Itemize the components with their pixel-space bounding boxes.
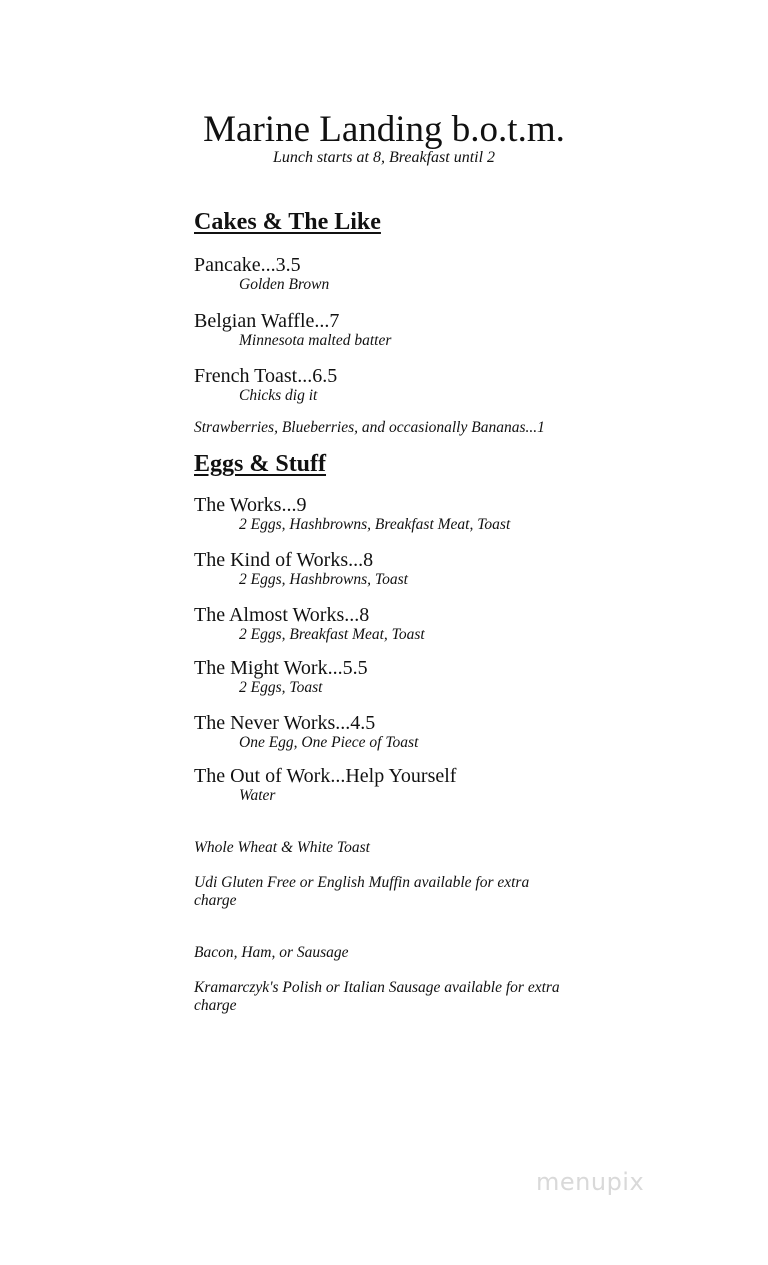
- item-name: French Toast...6.5: [194, 365, 338, 387]
- breakfast-meat-note: Bacon, Ham, or Sausage: [194, 944, 349, 961]
- menu-item-almost-works: [194, 604, 425, 644]
- gluten-free-note: Udi Gluten Free or English Muffin available for extra charge: [194, 874, 530, 909]
- menu-item-out-of-work: [194, 765, 456, 805]
- item-description: One Egg, One Piece of Toast: [239, 734, 419, 751]
- menu-item-french-toast: [194, 365, 337, 405]
- section-heading-cakes: Cakes & The Like: [194, 209, 381, 235]
- item-description: Golden Brown: [239, 276, 330, 293]
- item-description: Chicks dig it: [239, 387, 318, 404]
- menu-item-pancake: [194, 254, 329, 294]
- item-name: The Out of Work...Help Yourself: [194, 765, 457, 787]
- menu-item-belgian-waffle: [194, 310, 391, 350]
- menu-item-the-works: [194, 494, 510, 534]
- item-name: Belgian Waffle...7: [194, 310, 340, 332]
- item-name: Pancake...3.5: [194, 254, 301, 276]
- item-description: Water: [239, 787, 276, 804]
- item-description: 2 Eggs, Breakfast Meat, Toast: [239, 626, 425, 643]
- item-name: The Almost Works...8: [194, 604, 370, 626]
- item-description: 2 Eggs, Hashbrowns, Breakfast Meat, Toast: [239, 516, 511, 533]
- menu-item-kind-of-works: [194, 549, 408, 589]
- menupix-watermark: menupix: [536, 1168, 645, 1196]
- menu-item-never-works: [194, 712, 418, 752]
- item-name: The Might Work...5.5: [194, 657, 368, 679]
- item-description: 2 Eggs, Hashbrowns, Toast: [239, 571, 408, 588]
- section-heading-eggs: Eggs & Stuff: [194, 451, 327, 477]
- sausage-note: Kramarczyk's Polish or Italian Sausage available for extra charge: [194, 979, 560, 1014]
- toast-note: Whole Wheat & White Toast: [194, 839, 370, 856]
- item-description: 2 Eggs, Toast: [239, 679, 323, 696]
- fruit-addon-note: Strawberries, Blueberries, and occasionally Bananas...1: [194, 419, 545, 436]
- item-description: Minnesota malted batter: [239, 332, 392, 349]
- menu-title: Marine Landing b.o.t.m.: [203, 109, 565, 150]
- menu-item-might-work: [194, 657, 368, 697]
- menu-subtitle: Lunch starts at 8, Breakfast until 2: [272, 149, 496, 166]
- item-name: The Works...9: [194, 494, 307, 516]
- item-name: The Kind of Works...8: [194, 549, 374, 571]
- item-name: The Never Works...4.5: [194, 712, 376, 734]
